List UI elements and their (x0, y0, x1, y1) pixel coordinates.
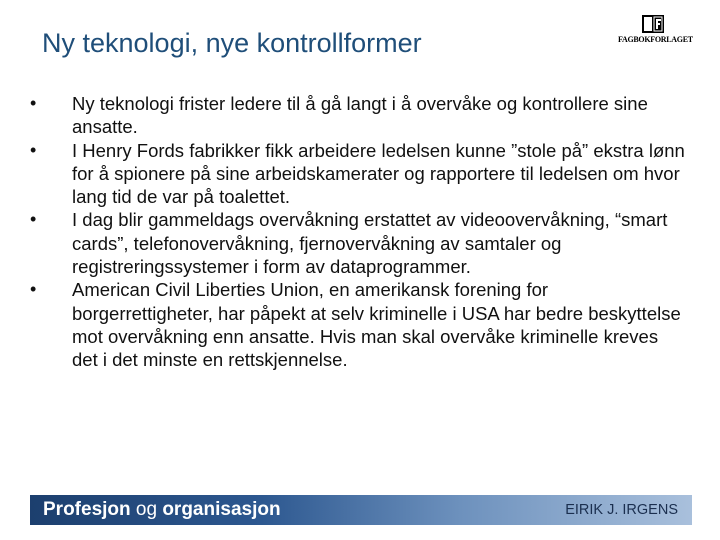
footer-bar (30, 495, 692, 525)
author-name: EIRIK J. IRGENS (565, 502, 678, 518)
bullet-text: I Henry Fords fabrikker fikk arbeidere ledelsen kunne ”stole på” ekstra lønn for å spionere på sine arbeidskamerater og rapportere til ledelsen om hvor lang tid de var på toalettet. (72, 139, 685, 208)
bullet-text: American Civil Liberties Union, en amerikansk forening for borgerrettigheter, har påpekt at selv kriminelle i USA har bedre beskyttelse mot overvåkning enn ansatte. Hvis man skal overvåke kriminelle kreves det i det minste en rettskjennelse. (72, 279, 681, 371)
publisher-logo (618, 15, 693, 49)
bullet-icon: • (30, 209, 37, 230)
course-title (43, 499, 281, 521)
bullet-item (28, 92, 688, 139)
bullet-item (28, 208, 688, 278)
bullet-item (28, 278, 688, 371)
bullet-text: Ny teknologi frister ledere til å gå langt i å overvåke og kontrollere sine ansatte. (72, 93, 648, 138)
course-title-part: Profesjon (43, 499, 131, 520)
slide-title: Ny teknologi, nye kontrollformer (42, 28, 422, 58)
bullet-item (28, 139, 688, 209)
course-title-part: og (135, 499, 158, 520)
logo-text: FAGBOKFORLAGET (618, 35, 693, 44)
bullet-icon: • (30, 139, 37, 160)
bullet-icon: • (30, 93, 37, 113)
book-icon (642, 15, 664, 33)
bullet-list (28, 92, 688, 372)
bullet-text: I dag blir gammeldags overvåkning erstattet av videoovervåkning, “smart cards”, telefonovervåkning, fjernovervåkning av samtaler og registreringssystemer i form av dataprogrammer. (72, 209, 668, 278)
bullet-icon: • (30, 279, 37, 300)
course-title-part: organisasjon (162, 499, 281, 520)
